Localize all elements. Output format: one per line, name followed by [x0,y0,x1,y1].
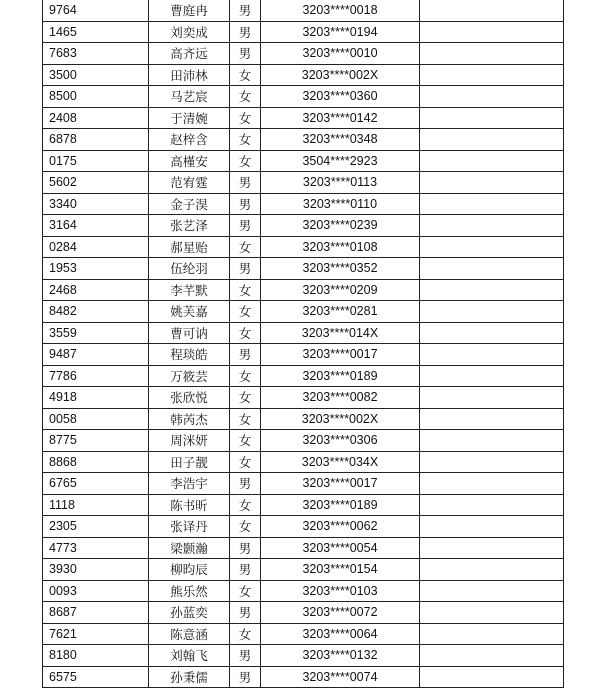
id-cell: 4773 [43,537,149,559]
id-cell: 3559 [43,322,149,344]
table-row [43,107,564,129]
name-cell: 张译丹 [149,516,230,538]
empty-cell [420,473,564,495]
id-number-cell: 3203****0082 [261,387,420,409]
empty-cell [420,193,564,215]
name-cell: 梁颢瀚 [149,537,230,559]
empty-cell [420,451,564,473]
table-row [43,215,564,237]
table-row [43,666,564,688]
name-cell: 马艺宸 [149,86,230,108]
name-cell: 张艺泽 [149,215,230,237]
id-number-cell: 3203****0189 [261,365,420,387]
gender-cell: 男 [230,21,261,43]
id-number-cell: 3203****0062 [261,516,420,538]
id-cell: 8868 [43,451,149,473]
id-number-cell: 3203****0054 [261,537,420,559]
empty-cell [420,301,564,323]
id-number-cell: 3203****0142 [261,107,420,129]
empty-cell [420,645,564,667]
empty-cell [420,258,564,280]
name-cell: 韩芮杰 [149,408,230,430]
empty-cell [420,516,564,538]
table-row [43,150,564,172]
table-row [43,645,564,667]
table-row [43,580,564,602]
table-row [43,451,564,473]
gender-cell: 男 [230,0,261,21]
id-cell: 3930 [43,559,149,581]
empty-cell [420,365,564,387]
empty-cell [420,559,564,581]
table-body [43,0,564,688]
table-row [43,473,564,495]
table-row [43,559,564,581]
gender-cell: 女 [230,64,261,86]
id-number-cell: 3203****0017 [261,473,420,495]
student-table [42,0,564,688]
empty-cell [420,623,564,645]
id-number-cell: 3203****002X [261,408,420,430]
gender-cell: 女 [230,494,261,516]
table-row [43,602,564,624]
gender-cell: 女 [230,387,261,409]
table-row [43,129,564,151]
gender-cell: 男 [230,215,261,237]
id-cell: 4918 [43,387,149,409]
name-cell: 万筱芸 [149,365,230,387]
gender-cell: 女 [230,150,261,172]
id-cell: 3500 [43,64,149,86]
empty-cell [420,172,564,194]
id-cell: 8482 [43,301,149,323]
id-cell: 5602 [43,172,149,194]
gender-cell: 男 [230,172,261,194]
id-cell: 7786 [43,365,149,387]
gender-cell: 女 [230,322,261,344]
name-cell: 张欣悦 [149,387,230,409]
id-number-cell: 3203****014X [261,322,420,344]
table-row [43,0,564,21]
table-row [43,408,564,430]
gender-cell: 女 [230,279,261,301]
name-cell: 姚芙嘉 [149,301,230,323]
id-number-cell: 3203****0017 [261,344,420,366]
gender-cell: 女 [230,365,261,387]
id-number-cell: 3203****0064 [261,623,420,645]
table-row [43,64,564,86]
gender-cell: 女 [230,408,261,430]
table-row [43,258,564,280]
name-cell: 金子淏 [149,193,230,215]
id-number-cell: 3203****0018 [261,0,420,21]
empty-cell [420,408,564,430]
gender-cell: 女 [230,516,261,538]
empty-cell [420,21,564,43]
name-cell: 于清婉 [149,107,230,129]
table-row [43,516,564,538]
id-number-cell: 3203****0010 [261,43,420,65]
empty-cell [420,430,564,452]
name-cell: 刘翰飞 [149,645,230,667]
gender-cell: 女 [230,236,261,258]
id-cell: 9487 [43,344,149,366]
id-cell: 8687 [43,602,149,624]
id-number-cell: 3203****0360 [261,86,420,108]
table-row [43,623,564,645]
empty-cell [420,279,564,301]
id-cell: 8180 [43,645,149,667]
name-cell: 曹可讷 [149,322,230,344]
empty-cell [420,150,564,172]
id-number-cell: 3203****0189 [261,494,420,516]
name-cell: 高齐远 [149,43,230,65]
table-row [43,172,564,194]
empty-cell [420,494,564,516]
id-cell: 2305 [43,516,149,538]
name-cell: 郝星贻 [149,236,230,258]
id-cell: 6575 [43,666,149,688]
gender-cell: 女 [230,301,261,323]
id-cell: 0284 [43,236,149,258]
table-row [43,236,564,258]
name-cell: 范宥霆 [149,172,230,194]
gender-cell: 女 [230,107,261,129]
gender-cell: 女 [230,86,261,108]
table-row [43,86,564,108]
empty-cell [420,236,564,258]
id-number-cell: 3203****0281 [261,301,420,323]
name-cell: 陈意涵 [149,623,230,645]
name-cell: 高槿安 [149,150,230,172]
table-row [43,21,564,43]
id-number-cell: 3203****0348 [261,129,420,151]
id-number-cell: 3203****0132 [261,645,420,667]
name-cell: 赵梓含 [149,129,230,151]
gender-cell: 男 [230,43,261,65]
table-row [43,365,564,387]
id-number-cell: 3203****0108 [261,236,420,258]
name-cell: 李浩宇 [149,473,230,495]
empty-cell [420,602,564,624]
table-row [43,193,564,215]
id-cell: 3164 [43,215,149,237]
name-cell: 伍纶羽 [149,258,230,280]
empty-cell [420,537,564,559]
name-cell: 孙秉儒 [149,666,230,688]
id-cell: 7683 [43,43,149,65]
id-number-cell: 3203****0209 [261,279,420,301]
id-number-cell: 3203****034X [261,451,420,473]
table-row [43,344,564,366]
table-row [43,387,564,409]
id-number-cell: 3203****0074 [261,666,420,688]
name-cell: 陈书昕 [149,494,230,516]
gender-cell: 男 [230,666,261,688]
gender-cell: 男 [230,473,261,495]
id-cell: 6878 [43,129,149,151]
id-cell: 2408 [43,107,149,129]
table-row [43,301,564,323]
id-cell: 8775 [43,430,149,452]
gender-cell: 男 [230,559,261,581]
id-cell: 0175 [43,150,149,172]
name-cell: 柳昀辰 [149,559,230,581]
id-cell: 8500 [43,86,149,108]
empty-cell [420,64,564,86]
name-cell: 周洣妍 [149,430,230,452]
id-cell: 1118 [43,494,149,516]
table-row [43,43,564,65]
gender-cell: 女 [230,451,261,473]
name-cell: 熊乐然 [149,580,230,602]
name-cell: 曹庭冉 [149,0,230,21]
name-cell: 李芊默 [149,279,230,301]
gender-cell: 男 [230,602,261,624]
id-cell: 2468 [43,279,149,301]
empty-cell [420,322,564,344]
id-cell: 0058 [43,408,149,430]
id-cell: 1953 [43,258,149,280]
id-cell: 0093 [43,580,149,602]
id-number-cell: 3203****0154 [261,559,420,581]
id-number-cell: 3203****0103 [261,580,420,602]
gender-cell: 女 [230,623,261,645]
empty-cell [420,580,564,602]
id-number-cell: 3203****0194 [261,21,420,43]
id-cell: 6765 [43,473,149,495]
gender-cell: 男 [230,344,261,366]
name-cell: 田沛林 [149,64,230,86]
gender-cell: 男 [230,258,261,280]
id-number-cell: 3203****0352 [261,258,420,280]
table-row [43,494,564,516]
gender-cell: 男 [230,193,261,215]
id-number-cell: 3203****0072 [261,602,420,624]
gender-cell: 男 [230,537,261,559]
table-row [43,279,564,301]
id-cell: 1465 [43,21,149,43]
empty-cell [420,344,564,366]
gender-cell: 女 [230,129,261,151]
id-number-cell: 3203****0306 [261,430,420,452]
id-number-cell: 3203****0110 [261,193,420,215]
name-cell: 田子靓 [149,451,230,473]
name-cell: 孙蓝奕 [149,602,230,624]
id-number-cell: 3203****0113 [261,172,420,194]
gender-cell: 女 [230,430,261,452]
empty-cell [420,0,564,21]
id-number-cell: 3203****0239 [261,215,420,237]
table-row [43,430,564,452]
empty-cell [420,43,564,65]
empty-cell [420,107,564,129]
name-cell: 刘奕成 [149,21,230,43]
empty-cell [420,129,564,151]
table-row [43,537,564,559]
empty-cell [420,215,564,237]
empty-cell [420,86,564,108]
id-number-cell: 3203****002X [261,64,420,86]
id-cell: 9764 [43,0,149,21]
table-row [43,322,564,344]
id-number-cell: 3504****2923 [261,150,420,172]
empty-cell [420,387,564,409]
id-cell: 7621 [43,623,149,645]
gender-cell: 女 [230,580,261,602]
name-cell: 程琰皓 [149,344,230,366]
gender-cell: 男 [230,645,261,667]
id-cell: 3340 [43,193,149,215]
empty-cell [420,666,564,688]
